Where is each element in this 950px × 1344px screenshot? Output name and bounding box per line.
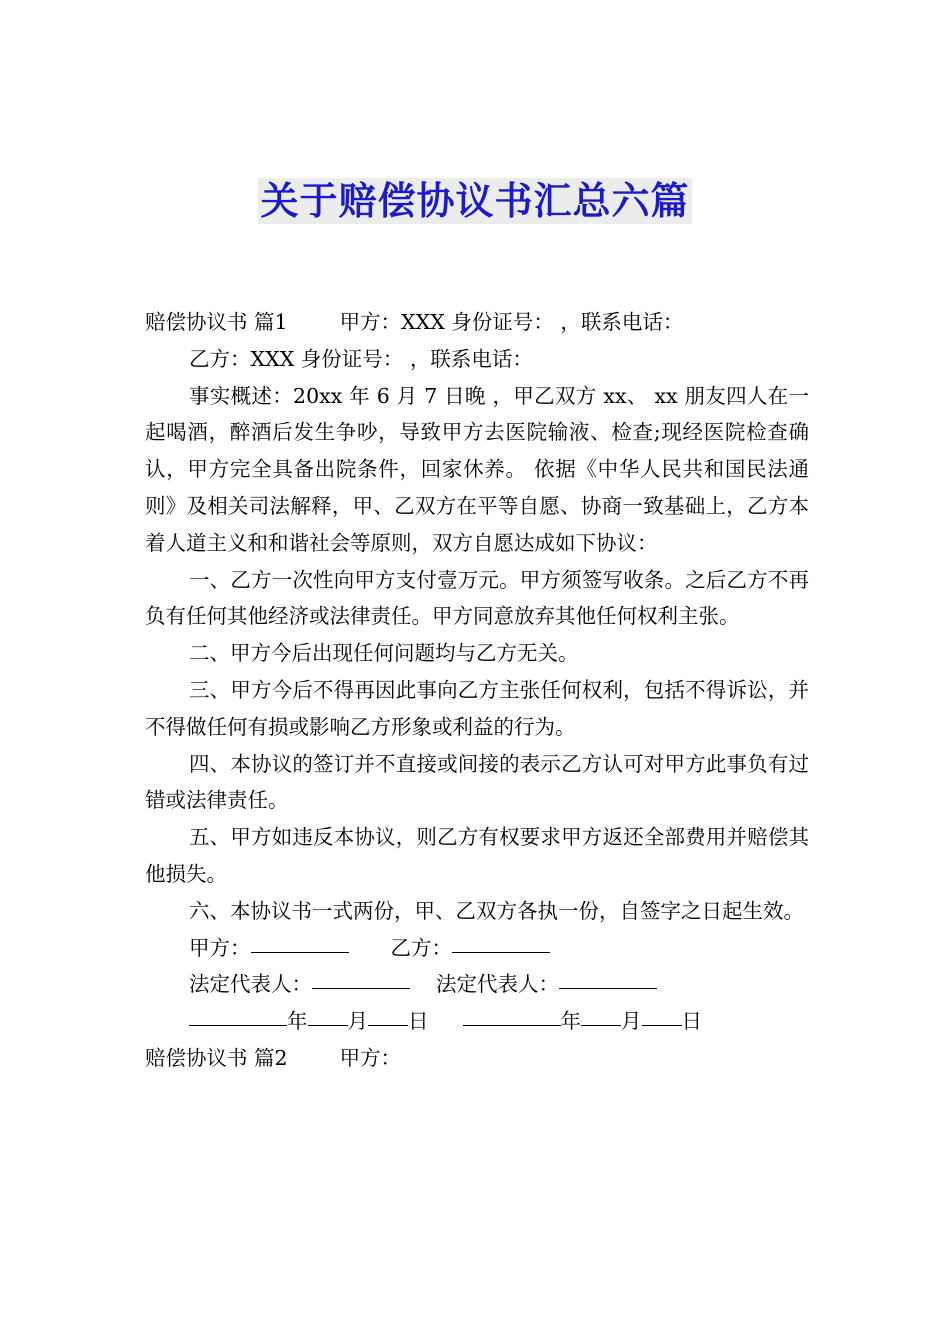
date-b-month: 月 bbox=[621, 1009, 642, 1034]
date-a-day: 日 bbox=[408, 1009, 429, 1034]
party-b-sign-blank bbox=[452, 930, 550, 953]
section1-party-a-line: 甲方：XXX 身份证号： ，联系电话： bbox=[339, 310, 684, 334]
date-a-month: 月 bbox=[347, 1009, 368, 1034]
date-a-month-blank bbox=[308, 1003, 348, 1026]
rep-b-blank bbox=[559, 966, 657, 989]
party-a-sign-blank bbox=[251, 930, 349, 953]
signature-rep-line bbox=[145, 966, 809, 1003]
date-a-year: 年 bbox=[287, 1009, 308, 1034]
date-a-day-blank bbox=[368, 1003, 408, 1026]
date-b-year: 年 bbox=[560, 1009, 581, 1034]
party-b-sign-label: 乙方： bbox=[390, 935, 452, 960]
document-title: 关于赔偿协议书汇总六篇 bbox=[260, 179, 690, 223]
clause-3: 三、甲方今后不得再因此事向乙方主张任何权利，包括不得诉讼，并不得做任何有损或影响乙方形象或利益的行为。 bbox=[145, 677, 809, 739]
clause-4: 四、本协议的签订并不直接或间接的表示乙方认可对甲方此事负有过错或法律责任。 bbox=[145, 751, 809, 813]
title-wrap bbox=[0, 178, 950, 224]
clause-1: 一、乙方一次性向甲方支付壹万元。甲方须签写收条。之后乙方不再负有任何其他经济或法律责任。甲方同意放弃其他任何权利主张。 bbox=[145, 567, 809, 629]
section2-party-a-line: 甲方： bbox=[339, 1045, 402, 1070]
section2-header-line bbox=[145, 1040, 809, 1077]
date-b-day: 日 bbox=[681, 1009, 702, 1034]
date-b-year-blank bbox=[463, 1003, 561, 1026]
party-a-sign-label: 甲方： bbox=[189, 935, 251, 960]
rep-b-label: 法定代表人： bbox=[436, 972, 559, 997]
section1-party-b-line: 乙方：XXX 身份证号： ，联系电话： bbox=[189, 346, 533, 371]
document-body bbox=[145, 304, 809, 1077]
date-a-year-blank bbox=[189, 1003, 287, 1026]
signature-parties-line bbox=[145, 930, 809, 967]
clause-6: 六、本协议书一式两份，甲、乙双方各执一份，自签字之日起生效。 bbox=[189, 898, 804, 923]
section1-heading: 赔偿协议书 篇1 bbox=[145, 310, 288, 334]
date-b-day-blank bbox=[642, 1003, 682, 1026]
rep-a-label: 法定代表人： bbox=[189, 972, 312, 997]
section1-header-line bbox=[145, 304, 809, 341]
facts-paragraph: 事实概述：20xx 年 6 月 7 日晚 ，甲乙双方 xx、 xx 朋友四人在一起喝酒，醉酒后发生争吵，导致甲方去医院输液、检查;现经医院检查确认，甲方完全具备出院条件，回家休养。 依据《中华人民共和国民法通则》及相关司法解释，甲、乙双方在平等自愿、协商一致基础上，乙方本着人道主义和和谐社会等原则，双方自愿达成如下协议： bbox=[145, 383, 809, 555]
clause-5: 五、甲方如违反本协议，则乙方有权要求甲方返还全部费用并赔偿其他损失。 bbox=[145, 825, 809, 886]
date-b-month-blank bbox=[581, 1003, 621, 1026]
clause-2: 二、甲方今后出现任何问题均与乙方无关。 bbox=[189, 641, 579, 666]
signature-date-line bbox=[145, 1003, 809, 1040]
section2-heading: 赔偿协议书 篇2 bbox=[145, 1045, 288, 1070]
rep-a-blank bbox=[312, 966, 410, 989]
